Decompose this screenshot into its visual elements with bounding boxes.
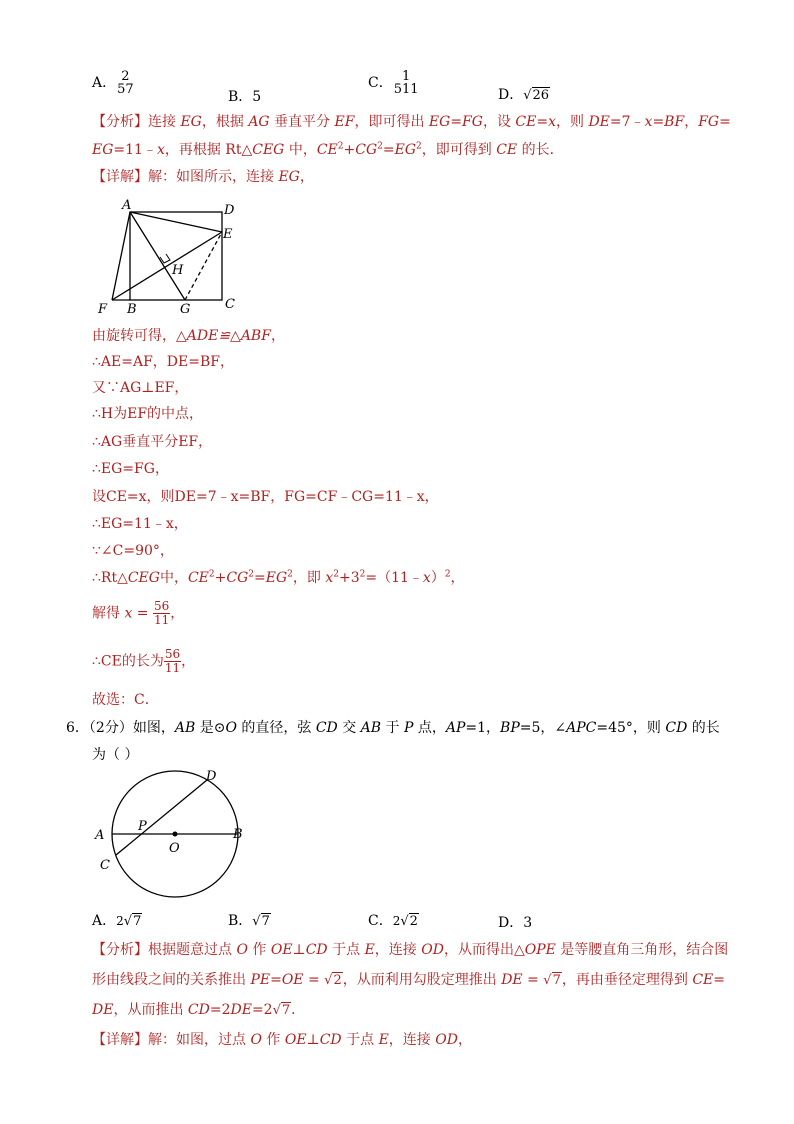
chord-cd (116, 780, 207, 855)
q5-step-3: 又∵AG⊥EF， (92, 380, 189, 396)
q6-option-a: A．2√7 (92, 913, 142, 929)
sqrt-symbol: √7 (123, 914, 142, 929)
q6-circle-figure (90, 768, 260, 902)
q6-detail-intro: 【详解】解：如图，过点 O 作 OE⊥CD 于点 E，连接 OD， (92, 1032, 472, 1048)
q6-stem-line2: 为（ ） (92, 747, 139, 763)
q5-step-6: ∴EG=FG， (92, 461, 169, 477)
segment-af (112, 212, 130, 300)
label-h: H (172, 263, 184, 278)
q5-step-13: 故选：C． (92, 692, 159, 708)
label-d: D (224, 203, 235, 218)
q5-analysis-line2: EG=11﹣x，再根据 Rt△CEG 中，$CE^2+CG^2=EG^2$，即可得到 CE 的长． (92, 141, 564, 158)
q6-analysis-line2: 形由线段之间的关系推出 PE=OE = √2，从而利用勾股定理推出 DE = √7，再由垂径定理得到 CE= (92, 972, 725, 988)
label-d: D (206, 769, 217, 784)
sqrt-symbol: √26 (523, 88, 550, 103)
q6-option-d: D．3 (498, 915, 533, 931)
q5-option-a: A． 2 57 (92, 69, 134, 97)
label-p: P (138, 819, 147, 834)
label-c: C (100, 858, 110, 873)
q5-analysis-line1: 【分析】连接 EG，根据 AG 垂直平分 EF，即可得出 EG=FG，设 CE=x，则 DE=7﹣x=BF，FG= (92, 114, 731, 130)
q5-step-4: ∴H为EF的中点， (92, 406, 204, 422)
label-a: A (122, 198, 132, 213)
label-f: F (98, 302, 108, 317)
segment-ag (130, 212, 185, 300)
sqrt-symbol: √7 (252, 914, 270, 929)
q5-step-5: ∴AG垂直平分EF， (92, 434, 213, 450)
q5-step-8: ∴EG=11﹣x， (92, 516, 188, 532)
q5-option-c-fraction: 1 511 (393, 69, 419, 97)
label-o: O (169, 841, 180, 856)
q6-analysis-line1: 【分析】根据题意过点 O 作 OE⊥CD 于点 E，连接 OD，从而得出△OPE 是等腰直角三角形，结合图 (92, 942, 729, 958)
q5-step-11: 解得 x = $\frac{56}{11}$ ， (92, 599, 185, 627)
center-point-o (173, 832, 178, 837)
label-e: E (223, 227, 233, 242)
q5-option-c: C． 1 511 (368, 69, 419, 97)
label-b: B (127, 302, 137, 317)
label-g: G (180, 302, 191, 317)
fraction-56-11-b: $\frac{56}{11}$ (164, 647, 181, 675)
fraction-56-11: $\frac{56}{11}$ (154, 599, 170, 627)
segment-fe (112, 232, 222, 300)
q5-step-10: ∴Rt△CEG中，$CE^2+CG^2=EG^2$，即 $x^2+3^2=(11﹣x)^2$， (92, 569, 465, 586)
segment-ae (130, 212, 222, 232)
label-b: B (233, 827, 243, 842)
q5-step-2: ∴AE=AF，DE=BF， (92, 354, 234, 370)
label-c: C (225, 297, 235, 312)
q5-step-9: ∵∠C=90°， (92, 543, 174, 559)
q5-option-b: B．5 (228, 89, 262, 105)
q5-step-1: 由旋转可得，△ADE≌△ABF， (92, 328, 285, 344)
label-a: A (95, 828, 105, 843)
q6-stem-line1: 6．（2分）如图，AB 是⊙O 的直径，弦 CD 交 AB 于 P 点，AP=1，BP=5，∠APC=45°，则 CD 的长 (66, 720, 720, 736)
q5-step-12: ∴CE的长为 $\frac{56}{11}$ ， (92, 647, 196, 675)
segment-ge-dashed (185, 232, 222, 300)
q5-square-figure (90, 196, 250, 320)
q5-option-d: D．√26 (498, 87, 550, 103)
sqrt-symbol: √2 (400, 914, 418, 929)
q5-detail-intro: 【详解】解：如图所示，连接 EG， (92, 169, 314, 185)
q6-option-c: C．2√2 (368, 913, 418, 929)
q6-option-b: B．√7 (228, 913, 270, 929)
q6-analysis-line3: DE，从而推出 CD=2DE=2√7． (92, 1002, 306, 1018)
q5-step-7: 设CE=x，则DE=7﹣x=BF，FG=CF﹣CG=11﹣x， (92, 489, 439, 505)
q5-option-a-fraction: 2 57 (117, 69, 134, 97)
